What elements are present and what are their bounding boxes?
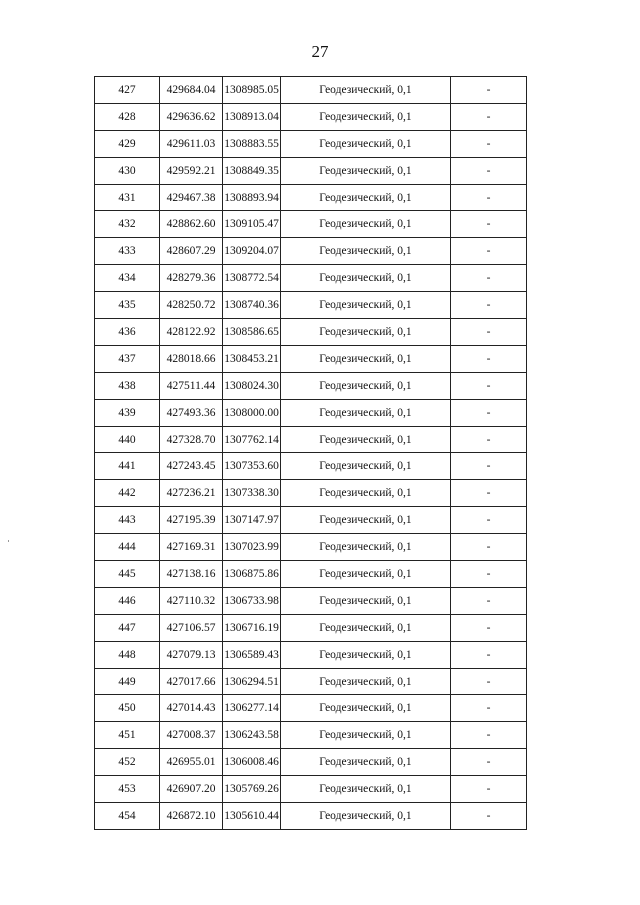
y-coordinate-cell: 1308586.65 (223, 319, 281, 346)
x-coordinate-cell: 428607.29 (160, 238, 223, 265)
x-coordinate-cell: 427017.66 (160, 668, 223, 695)
note-cell: - (451, 668, 527, 695)
point-number-cell: 436 (95, 319, 160, 346)
x-coordinate-cell: 427243.45 (160, 453, 223, 480)
x-coordinate-cell: 429684.04 (160, 77, 223, 104)
note-cell: - (451, 184, 527, 211)
x-coordinate-cell: 427079.13 (160, 641, 223, 668)
note-cell: - (451, 614, 527, 641)
scan-edge-mark (8, 540, 9, 542)
note-cell: - (451, 722, 527, 749)
y-coordinate-cell: 1306243.58 (223, 722, 281, 749)
table-row (95, 319, 527, 346)
method-accuracy-cell: Геодезический, 0,1 (281, 641, 451, 668)
y-coordinate-cell: 1306277.14 (223, 695, 281, 722)
y-coordinate-cell: 1307353.60 (223, 453, 281, 480)
x-coordinate-cell: 427106.57 (160, 614, 223, 641)
x-coordinate-cell: 428279.36 (160, 265, 223, 292)
coordinates-table (94, 76, 527, 830)
method-accuracy-cell: Геодезический, 0,1 (281, 776, 451, 803)
table-row (95, 157, 527, 184)
x-coordinate-cell: 426907.20 (160, 776, 223, 803)
point-number-cell: 453 (95, 776, 160, 803)
note-cell: - (451, 587, 527, 614)
y-coordinate-cell: 1306589.43 (223, 641, 281, 668)
point-number-cell: 432 (95, 211, 160, 238)
point-number-cell: 431 (95, 184, 160, 211)
note-cell: - (451, 534, 527, 561)
y-coordinate-cell: 1305769.26 (223, 776, 281, 803)
y-coordinate-cell: 1305610.44 (223, 803, 281, 830)
method-accuracy-cell: Геодезический, 0,1 (281, 265, 451, 292)
table-row (95, 103, 527, 130)
note-cell: - (451, 641, 527, 668)
x-coordinate-cell: 428862.60 (160, 211, 223, 238)
x-coordinate-cell: 427195.39 (160, 507, 223, 534)
table-row (95, 561, 527, 588)
y-coordinate-cell: 1309105.47 (223, 211, 281, 238)
method-accuracy-cell: Геодезический, 0,1 (281, 803, 451, 830)
x-coordinate-cell: 429592.21 (160, 157, 223, 184)
method-accuracy-cell: Геодезический, 0,1 (281, 345, 451, 372)
y-coordinate-cell: 1307762.14 (223, 426, 281, 453)
y-coordinate-cell: 1308740.36 (223, 292, 281, 319)
x-coordinate-cell: 426872.10 (160, 803, 223, 830)
note-cell: - (451, 749, 527, 776)
method-accuracy-cell: Геодезический, 0,1 (281, 238, 451, 265)
x-coordinate-cell: 427328.70 (160, 426, 223, 453)
note-cell: - (451, 695, 527, 722)
x-coordinate-cell: 429636.62 (160, 103, 223, 130)
note-cell: - (451, 77, 527, 104)
note-cell: - (451, 130, 527, 157)
method-accuracy-cell: Геодезический, 0,1 (281, 695, 451, 722)
y-coordinate-cell: 1308453.21 (223, 345, 281, 372)
x-coordinate-cell: 427110.32 (160, 587, 223, 614)
point-number-cell: 442 (95, 480, 160, 507)
point-number-cell: 446 (95, 587, 160, 614)
point-number-cell: 451 (95, 722, 160, 749)
method-accuracy-cell: Геодезический, 0,1 (281, 103, 451, 130)
x-coordinate-cell: 427138.16 (160, 561, 223, 588)
point-number-cell: 429 (95, 130, 160, 157)
note-cell: - (451, 211, 527, 238)
note-cell: - (451, 238, 527, 265)
table-row (95, 749, 527, 776)
note-cell: - (451, 803, 527, 830)
note-cell: - (451, 292, 527, 319)
point-number-cell: 434 (95, 265, 160, 292)
note-cell: - (451, 103, 527, 130)
y-coordinate-cell: 1307147.97 (223, 507, 281, 534)
method-accuracy-cell: Геодезический, 0,1 (281, 561, 451, 588)
table-row (95, 803, 527, 830)
method-accuracy-cell: Геодезический, 0,1 (281, 77, 451, 104)
table-row (95, 399, 527, 426)
note-cell: - (451, 319, 527, 346)
x-coordinate-cell: 427014.43 (160, 695, 223, 722)
table-row (95, 77, 527, 104)
table-row (95, 776, 527, 803)
y-coordinate-cell: 1309204.07 (223, 238, 281, 265)
method-accuracy-cell: Геодезический, 0,1 (281, 184, 451, 211)
method-accuracy-cell: Геодезический, 0,1 (281, 130, 451, 157)
point-number-cell: 435 (95, 292, 160, 319)
method-accuracy-cell: Геодезический, 0,1 (281, 614, 451, 641)
point-number-cell: 448 (95, 641, 160, 668)
y-coordinate-cell: 1308024.30 (223, 372, 281, 399)
y-coordinate-cell: 1307338.30 (223, 480, 281, 507)
method-accuracy-cell: Геодезический, 0,1 (281, 749, 451, 776)
point-number-cell: 439 (95, 399, 160, 426)
table-row (95, 534, 527, 561)
table-row (95, 426, 527, 453)
method-accuracy-cell: Геодезический, 0,1 (281, 211, 451, 238)
point-number-cell: 454 (95, 803, 160, 830)
x-coordinate-cell: 426955.01 (160, 749, 223, 776)
method-accuracy-cell: Геодезический, 0,1 (281, 507, 451, 534)
x-coordinate-cell: 427493.36 (160, 399, 223, 426)
x-coordinate-cell: 427008.37 (160, 722, 223, 749)
method-accuracy-cell: Геодезический, 0,1 (281, 372, 451, 399)
point-number-cell: 430 (95, 157, 160, 184)
coordinates-table-body (95, 77, 527, 830)
y-coordinate-cell: 1306294.51 (223, 668, 281, 695)
y-coordinate-cell: 1306875.86 (223, 561, 281, 588)
method-accuracy-cell: Геодезический, 0,1 (281, 319, 451, 346)
note-cell: - (451, 776, 527, 803)
y-coordinate-cell: 1308883.55 (223, 130, 281, 157)
table-row (95, 453, 527, 480)
point-number-cell: 441 (95, 453, 160, 480)
table-row (95, 345, 527, 372)
y-coordinate-cell: 1308893.94 (223, 184, 281, 211)
point-number-cell: 444 (95, 534, 160, 561)
note-cell: - (451, 265, 527, 292)
table-row (95, 184, 527, 211)
table-row (95, 130, 527, 157)
table-row (95, 372, 527, 399)
point-number-cell: 450 (95, 695, 160, 722)
table-row (95, 292, 527, 319)
table-row (95, 614, 527, 641)
table-row (95, 265, 527, 292)
point-number-cell: 437 (95, 345, 160, 372)
point-number-cell: 440 (95, 426, 160, 453)
method-accuracy-cell: Геодезический, 0,1 (281, 292, 451, 319)
note-cell: - (451, 426, 527, 453)
point-number-cell: 433 (95, 238, 160, 265)
method-accuracy-cell: Геодезический, 0,1 (281, 157, 451, 184)
x-coordinate-cell: 427236.21 (160, 480, 223, 507)
y-coordinate-cell: 1308000.00 (223, 399, 281, 426)
note-cell: - (451, 480, 527, 507)
x-coordinate-cell: 428250.72 (160, 292, 223, 319)
note-cell: - (451, 399, 527, 426)
table-row (95, 668, 527, 695)
table-row (95, 480, 527, 507)
point-number-cell: 445 (95, 561, 160, 588)
table-row (95, 722, 527, 749)
y-coordinate-cell: 1306733.98 (223, 587, 281, 614)
point-number-cell: 438 (95, 372, 160, 399)
table-row (95, 641, 527, 668)
y-coordinate-cell: 1308985.05 (223, 77, 281, 104)
point-number-cell: 427 (95, 77, 160, 104)
table-row (95, 238, 527, 265)
y-coordinate-cell: 1306008.46 (223, 749, 281, 776)
note-cell: - (451, 507, 527, 534)
point-number-cell: 428 (95, 103, 160, 130)
point-number-cell: 443 (95, 507, 160, 534)
method-accuracy-cell: Геодезический, 0,1 (281, 399, 451, 426)
method-accuracy-cell: Геодезический, 0,1 (281, 722, 451, 749)
table-row (95, 507, 527, 534)
x-coordinate-cell: 429611.03 (160, 130, 223, 157)
y-coordinate-cell: 1307023.99 (223, 534, 281, 561)
method-accuracy-cell: Геодезический, 0,1 (281, 668, 451, 695)
method-accuracy-cell: Геодезический, 0,1 (281, 534, 451, 561)
x-coordinate-cell: 428122.92 (160, 319, 223, 346)
note-cell: - (451, 561, 527, 588)
note-cell: - (451, 453, 527, 480)
x-coordinate-cell: 429467.38 (160, 184, 223, 211)
table-row (95, 587, 527, 614)
point-number-cell: 447 (95, 614, 160, 641)
x-coordinate-cell: 427169.31 (160, 534, 223, 561)
x-coordinate-cell: 427511.44 (160, 372, 223, 399)
table-row (95, 211, 527, 238)
y-coordinate-cell: 1308849.35 (223, 157, 281, 184)
y-coordinate-cell: 1308772.54 (223, 265, 281, 292)
table-row (95, 695, 527, 722)
page-number: 27 (311, 42, 329, 61)
method-accuracy-cell: Геодезический, 0,1 (281, 453, 451, 480)
method-accuracy-cell: Геодезический, 0,1 (281, 587, 451, 614)
x-coordinate-cell: 428018.66 (160, 345, 223, 372)
point-number-cell: 452 (95, 749, 160, 776)
y-coordinate-cell: 1306716.19 (223, 614, 281, 641)
note-cell: - (451, 157, 527, 184)
note-cell: - (451, 345, 527, 372)
y-coordinate-cell: 1308913.04 (223, 103, 281, 130)
method-accuracy-cell: Геодезический, 0,1 (281, 426, 451, 453)
note-cell: - (451, 372, 527, 399)
point-number-cell: 449 (95, 668, 160, 695)
method-accuracy-cell: Геодезический, 0,1 (281, 480, 451, 507)
